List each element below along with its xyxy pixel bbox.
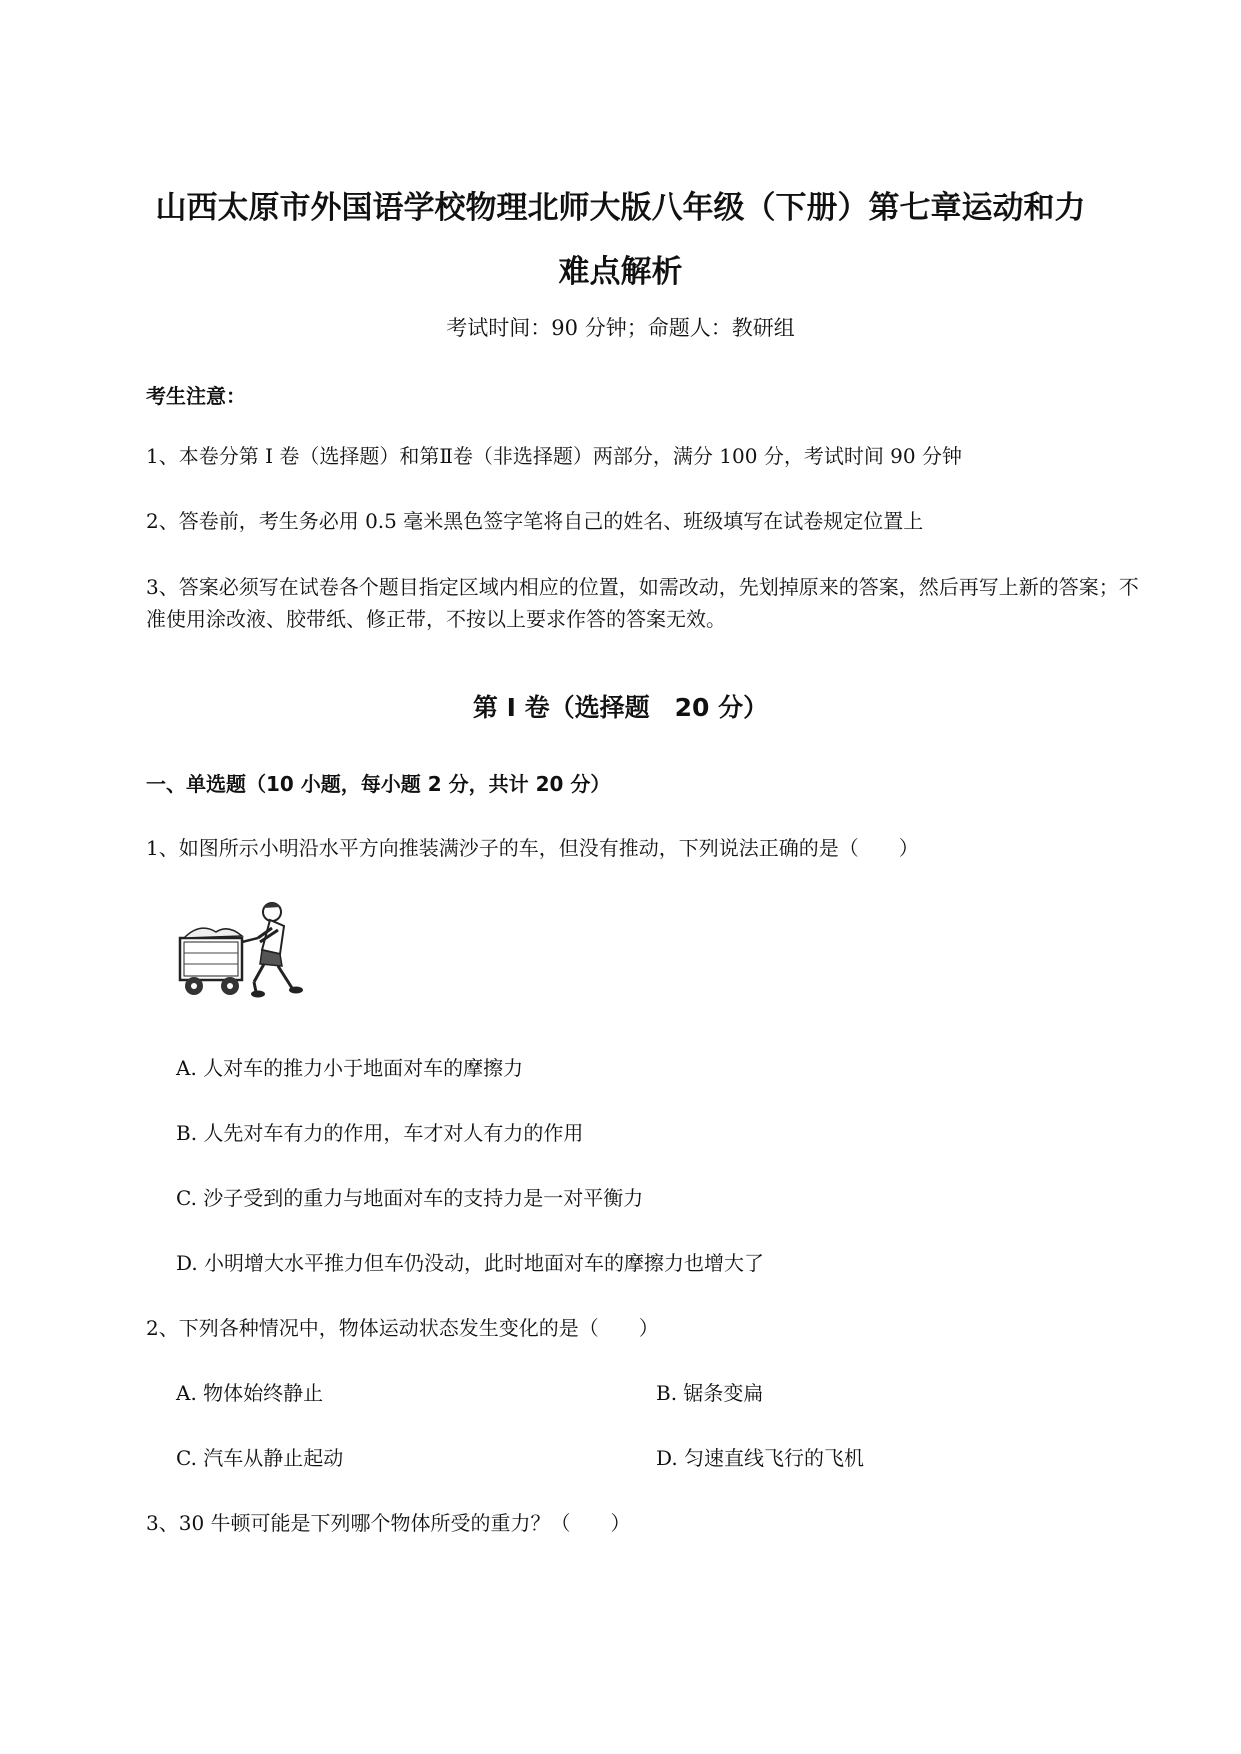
notice-item-1: 1、本卷分第 I 卷（选择题）和第Ⅱ卷（非选择题）两部分，满分 100 分，考试时间 90 分钟 bbox=[146, 444, 962, 468]
exam-title-line1: 山西太原市外国语学校物理北师大版八年级（下册）第七章运动和力 bbox=[155, 190, 1086, 226]
notice-item-3: 3、答案必须写在试卷各个题目指定区域内相应的位置，如需改动，先划掉原来的答案，然后再写上新的答案；不准使用涂改液、胶带纸、修正带，不按以上要求作答的答案无效。 bbox=[146, 575, 1139, 631]
boy-pushing-cart-illustration bbox=[176, 898, 326, 1000]
question-1-option-a: A. 人对车的推力小于地面对车的摩擦力 bbox=[176, 1056, 524, 1080]
question-2-option-b: B. 锯条变扁 bbox=[656, 1381, 764, 1405]
exam-title-line2: 难点解析 bbox=[558, 254, 683, 290]
notice-heading: 考生注意： bbox=[146, 384, 246, 408]
question-3-stem: 3、30 牛顿可能是下列哪个物体所受的重力？（ ） bbox=[146, 1511, 631, 1535]
part-title: 一、单选题（10 小题，每小题 2 分，共计 20 分） bbox=[146, 772, 611, 796]
question-2-option-a: A. 物体始终静止 bbox=[176, 1381, 324, 1405]
question-2-option-d: D. 匀速直线飞行的飞机 bbox=[656, 1446, 865, 1470]
section-title: 第 I 卷（选择题 20 分） bbox=[472, 693, 769, 722]
question-1-option-b: B. 人先对车有力的作用，车才对人有力的作用 bbox=[176, 1121, 584, 1145]
question-1-option-d: D. 小明增大水平推力但车仍没动，此时地面对车的摩擦力也增大了 bbox=[176, 1251, 765, 1275]
question-1-stem: 1、如图所示小明沿水平方向推装满沙子的车，但没有推动，下列说法正确的是（ ） bbox=[146, 836, 919, 860]
question-2-stem: 2、下列各种情况中，物体运动状态发生变化的是（ ） bbox=[146, 1316, 659, 1340]
question-1-option-c: C. 沙子受到的重力与地面对车的支持力是一对平衡力 bbox=[176, 1186, 644, 1210]
exam-subtitle: 考试时间：90 分钟；命题人：教研组 bbox=[446, 316, 795, 340]
notice-item-2: 2、答卷前，考生务必用 0.5 毫米黑色签字笔将自己的姓名、班级填写在试卷规定位置上 bbox=[146, 509, 924, 533]
question-2-option-c: C. 汽车从静止起动 bbox=[176, 1446, 344, 1470]
